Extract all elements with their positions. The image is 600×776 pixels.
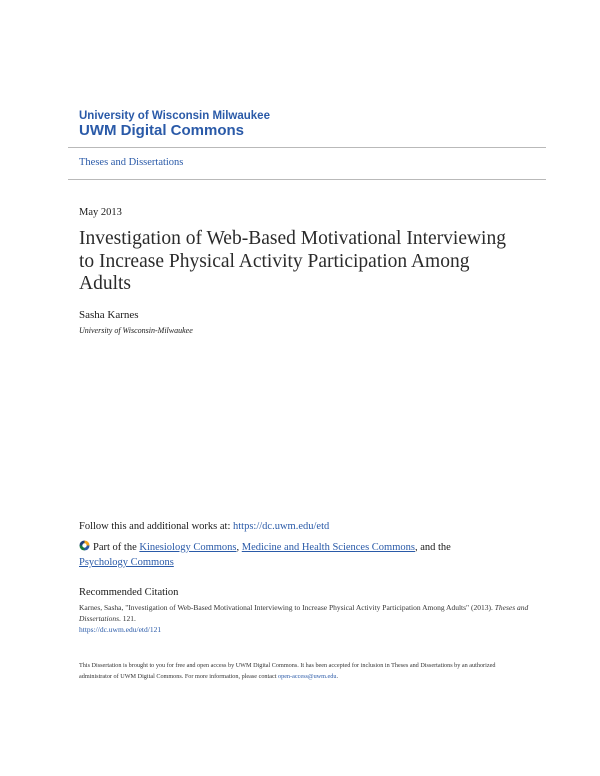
medicine-health-commons-link[interactable]: Medicine and Health Sciences Commons [241, 542, 415, 553]
citation-tail: . 121. [119, 614, 136, 623]
notice-tail: . [336, 673, 338, 680]
follow-url-link[interactable]: https://dc.uwm.edu/etd [233, 521, 330, 532]
part-of-separator: , [236, 542, 242, 553]
part-of-line [79, 540, 519, 570]
divider [68, 147, 546, 148]
network-icon [79, 540, 90, 551]
citation-url-link[interactable]: https://dc.uwm.edu/etd/121 [79, 625, 162, 634]
repository-name[interactable]: UWM Digital Commons [79, 122, 244, 139]
publication-date: May 2013 [79, 207, 122, 218]
psychology-commons-link[interactable]: Psychology Commons [79, 557, 174, 568]
citation-text [79, 602, 529, 635]
citation-journal: Theses and Dissertations [79, 603, 529, 623]
citation-body: Karnes, Sasha, "Investigation of Web-Based Motivational Interviewing to Increase Physical Activity Participation Among Adults" (2013). [79, 603, 495, 612]
follow-line [79, 521, 329, 532]
author-affiliation: University of Wisconsin-Milwaukee [79, 326, 193, 335]
divider [68, 179, 546, 180]
access-notice [79, 660, 529, 682]
kinesiology-commons-link[interactable]: Kinesiology Commons [139, 542, 237, 553]
notice-body: This Dissertation is brought to you for free and open access by UWM Digital Commons. It has been accepted for inclusion in Theses and Dissertations by an authorized administrator of UWM Digital Commons. For more information, please contact [79, 662, 496, 680]
author-name: Sasha Karnes [79, 309, 139, 321]
follow-prefix: Follow this and additional works at: [79, 521, 233, 532]
recommended-citation-heading: Recommended Citation [79, 587, 179, 598]
university-name[interactable]: University of Wisconsin Milwaukee [79, 110, 270, 122]
contact-email-link[interactable]: open-access@uwm.edu [278, 673, 337, 680]
part-of-prefix: Part of the [93, 542, 140, 553]
paper-title: Investigation of Web-Based Motivational Interviewing to Increase Physical Activity Participation Among Adults [79, 228, 506, 294]
collection-link[interactable]: Theses and Dissertations [79, 157, 184, 168]
part-of-and: , and the [414, 542, 451, 553]
